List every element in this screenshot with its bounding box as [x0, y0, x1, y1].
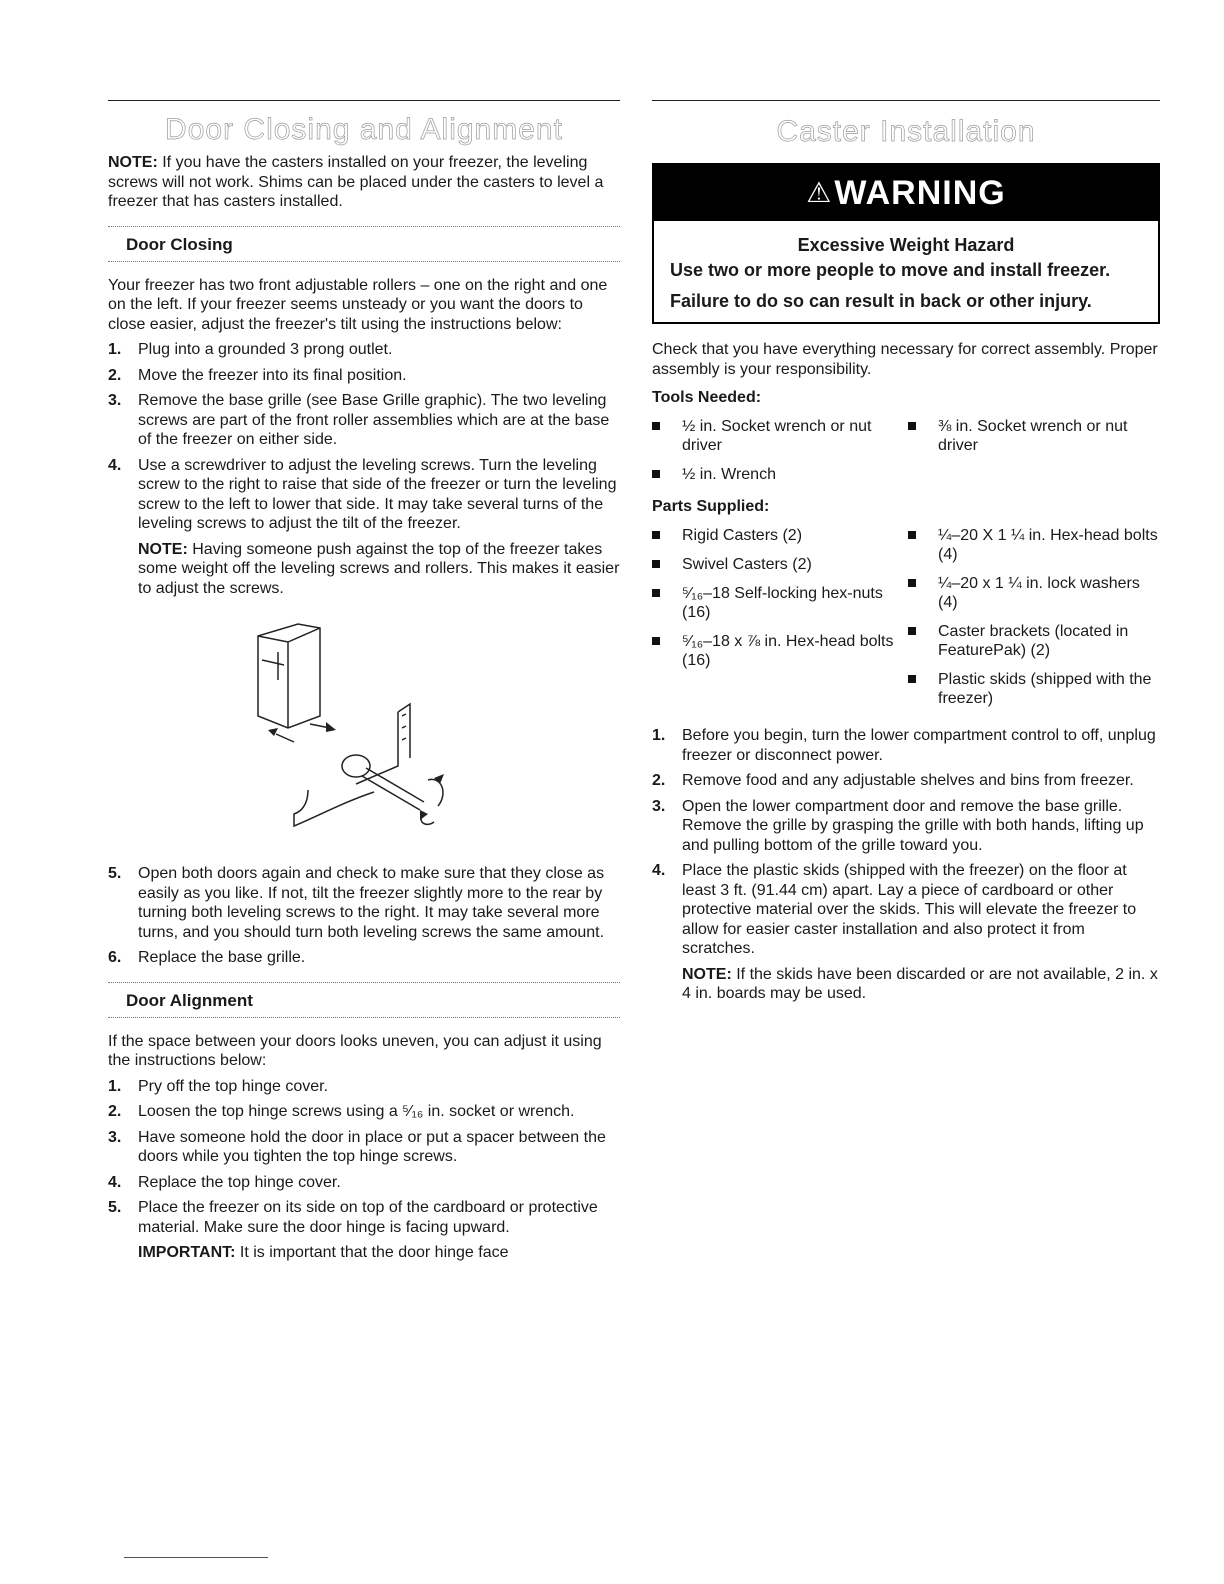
step-item: 4. Replace the top hinge cover. — [108, 1173, 341, 1191]
note-label: NOTE: — [108, 154, 158, 171]
list-item: Rigid Casters (2) — [652, 526, 904, 545]
tools-list — [652, 417, 1160, 494]
right-column — [652, 100, 1160, 1004]
caster-steps — [652, 726, 1160, 1004]
tools-label: Tools Needed: — [652, 389, 762, 406]
list-item: ¼–20 x 1 ¼ in. lock washers (4) — [908, 574, 1160, 612]
leveling-screw-illustration — [248, 616, 488, 846]
list-item: ⁵⁄₁₆–18 x ⅞ in. Hex-head bolts (16) — [652, 632, 904, 670]
step-item: 1. Pry off the top hinge cover. — [108, 1077, 329, 1095]
warning-line-2: Failure to do so can result in back or other injury. — [670, 291, 1092, 311]
bullet-icon — [908, 422, 916, 430]
divider — [108, 1017, 620, 1018]
top-rule — [108, 100, 620, 101]
door-alignment-heading: Door Alignment — [126, 990, 253, 1010]
step-item: 5. Open both doors again and check to make sure that they close as easily as you like. If not, tilt the freezer slightly more to the rear by turning both leveling screws to the right. It may take several more turns, and you should turn both leveling screws the same amount. — [108, 865, 605, 941]
bullet-icon — [652, 422, 660, 430]
left-column — [108, 100, 620, 1263]
step4-note: NOTE: Having someone push against the top of the freezer takes some weight off the leveling screws and rollers. This makes it easier to adjust the screws. — [138, 540, 620, 597]
list-item: Caster brackets (located in FeaturePak) (2) — [908, 622, 1160, 660]
list-item: Swivel Casters (2) — [652, 555, 904, 574]
step-item: 1. Before you begin, turn the lower compartment control to off, unplug freezer or disconnect power. — [652, 727, 1156, 764]
step-item: 2. Remove food and any adjustable shelves and bins from freezer. — [652, 772, 1134, 789]
bullet-icon — [652, 637, 660, 645]
parts-col-right — [908, 526, 1160, 718]
freezer-diagram-icon — [248, 616, 488, 846]
bullet-icon — [652, 560, 660, 568]
step-item: 3. Open the lower compartment door and remove the base grille. Remove the grille by grasping the grille with both hands, lifting up and pulling bottom of the grille toward you. — [652, 797, 1144, 854]
warning-triangle-icon: ⚠ — [806, 177, 833, 208]
step-item: 4. Place the plastic skids (shipped with the freezer) on the floor at least 3 ft. (91.44 cm) apart. Lay a piece of cardboard or other protective material over the skids. This will elevate the freezer to allow for easier caster installation and also protect it from scratches. NOTE: If the skids have been discarded or are not available, 2 in. x 4 in. boards may be used. — [652, 861, 1160, 1004]
caster-intro: Check that you have everything necessary for correct assembly. Proper assembly is your responsibility. — [652, 341, 1158, 378]
step-item: 4. Use a screwdriver to adjust the leveling screws. Turn the leveling screw to the right to raise that side of the freezer or turn the leveling screw to the left to lower that side. It may take several turns of the leveling screws to adjust the tilt of the freezer. NOTE: Having someone push against the top of the freezer takes some weight off the leveling screws and rollers. This makes it easier to adjust the screws. — [108, 456, 620, 597]
warning-banner: ⚠WARNING — [654, 165, 1158, 221]
parts-col-left — [652, 526, 904, 718]
bullet-icon — [652, 470, 660, 478]
parts-label: Parts Supplied: — [652, 498, 770, 515]
list-item: ½ in. Socket wrench or nut driver — [652, 417, 904, 455]
step-item: 6. Replace the base grille. — [108, 949, 306, 966]
list-item: ½ in. Wrench — [652, 465, 904, 484]
list-item: ⅜ in. Socket wrench or nut driver — [908, 417, 1160, 455]
step-item: 2. Move the freezer into its final position. — [108, 366, 407, 384]
list-item: ¼–20 X 1 ¼ in. Hex-head bolts (4) — [908, 526, 1160, 564]
tools-col-right — [908, 417, 1160, 494]
casters-note — [108, 153, 620, 212]
list-item: Plastic skids (shipped with the freezer) — [908, 670, 1160, 708]
door-closing-steps-continued — [108, 864, 620, 968]
door-closing-heading: Door Closing — [126, 234, 233, 254]
door-closing-steps — [108, 340, 620, 598]
note-text: If you have the casters installed on your freezer, the leveling screws will not work. Shims can be placed under the casters to level a freezer that has casters installed. — [108, 154, 604, 210]
warning-hazard: Excessive Weight Hazard — [797, 235, 1015, 255]
step-item: 1. Plug into a grounded 3 prong outlet. — [108, 341, 393, 358]
parts-list — [652, 526, 1160, 718]
footer-rule — [124, 1557, 268, 1558]
section-title-door: Door Closing and Alignment — [165, 113, 563, 146]
section-title-caster: Caster Installation — [776, 115, 1036, 148]
skids-note: NOTE: If the skids have been discarded or are not available, 2 in. x 4 in. boards may be used. — [682, 965, 1158, 1002]
door-closing-intro: Your freezer has two front adjustable rollers – one on the right and one on the left. If your freezer seems unsteady or you want the doors to close easier, adjust the freezer's tilt using the instructions below: — [108, 276, 608, 333]
step-item: 3. Remove the base grille (see Base Grille graphic). The two leveling screws are part of the front roller assemblies which are at the base of the freezer on either side. — [108, 392, 610, 448]
step-item: 5. Place the freezer on its side on top of the cardboard or protective material. Make sure the door hinge is facing upward. IMPORTANT: It is important that the door hinge face — [108, 1198, 620, 1263]
bullet-icon — [908, 531, 916, 539]
bullet-icon — [908, 579, 916, 587]
bullet-icon — [908, 675, 916, 683]
step-item: 3. Have someone hold the door in place or put a spacer between the doors while you tighten the top hinge screws. — [108, 1128, 606, 1165]
bullet-icon — [908, 627, 916, 635]
important-note: IMPORTANT: It is important that the door hinge face — [138, 1244, 509, 1261]
step-item: 2. Loosen the top hinge screws using a ⁵⁄₁₆ in. socket or wrench. — [108, 1103, 575, 1120]
bullet-icon — [652, 531, 660, 539]
bullet-icon — [652, 589, 660, 597]
door-alignment-steps — [108, 1077, 620, 1263]
door-alignment-intro: If the space between your doors looks uneven, you can adjust it using the instructions below: — [108, 1032, 602, 1069]
list-item: ⁵⁄₁₆–18 Self-locking hex-nuts (16) — [652, 584, 904, 622]
divider — [108, 261, 620, 262]
warning-box — [652, 163, 1160, 324]
warning-line-1: Use two or more people to move and install freezer. — [670, 260, 1111, 280]
top-rule — [652, 100, 1160, 101]
tools-col-left — [652, 417, 904, 494]
